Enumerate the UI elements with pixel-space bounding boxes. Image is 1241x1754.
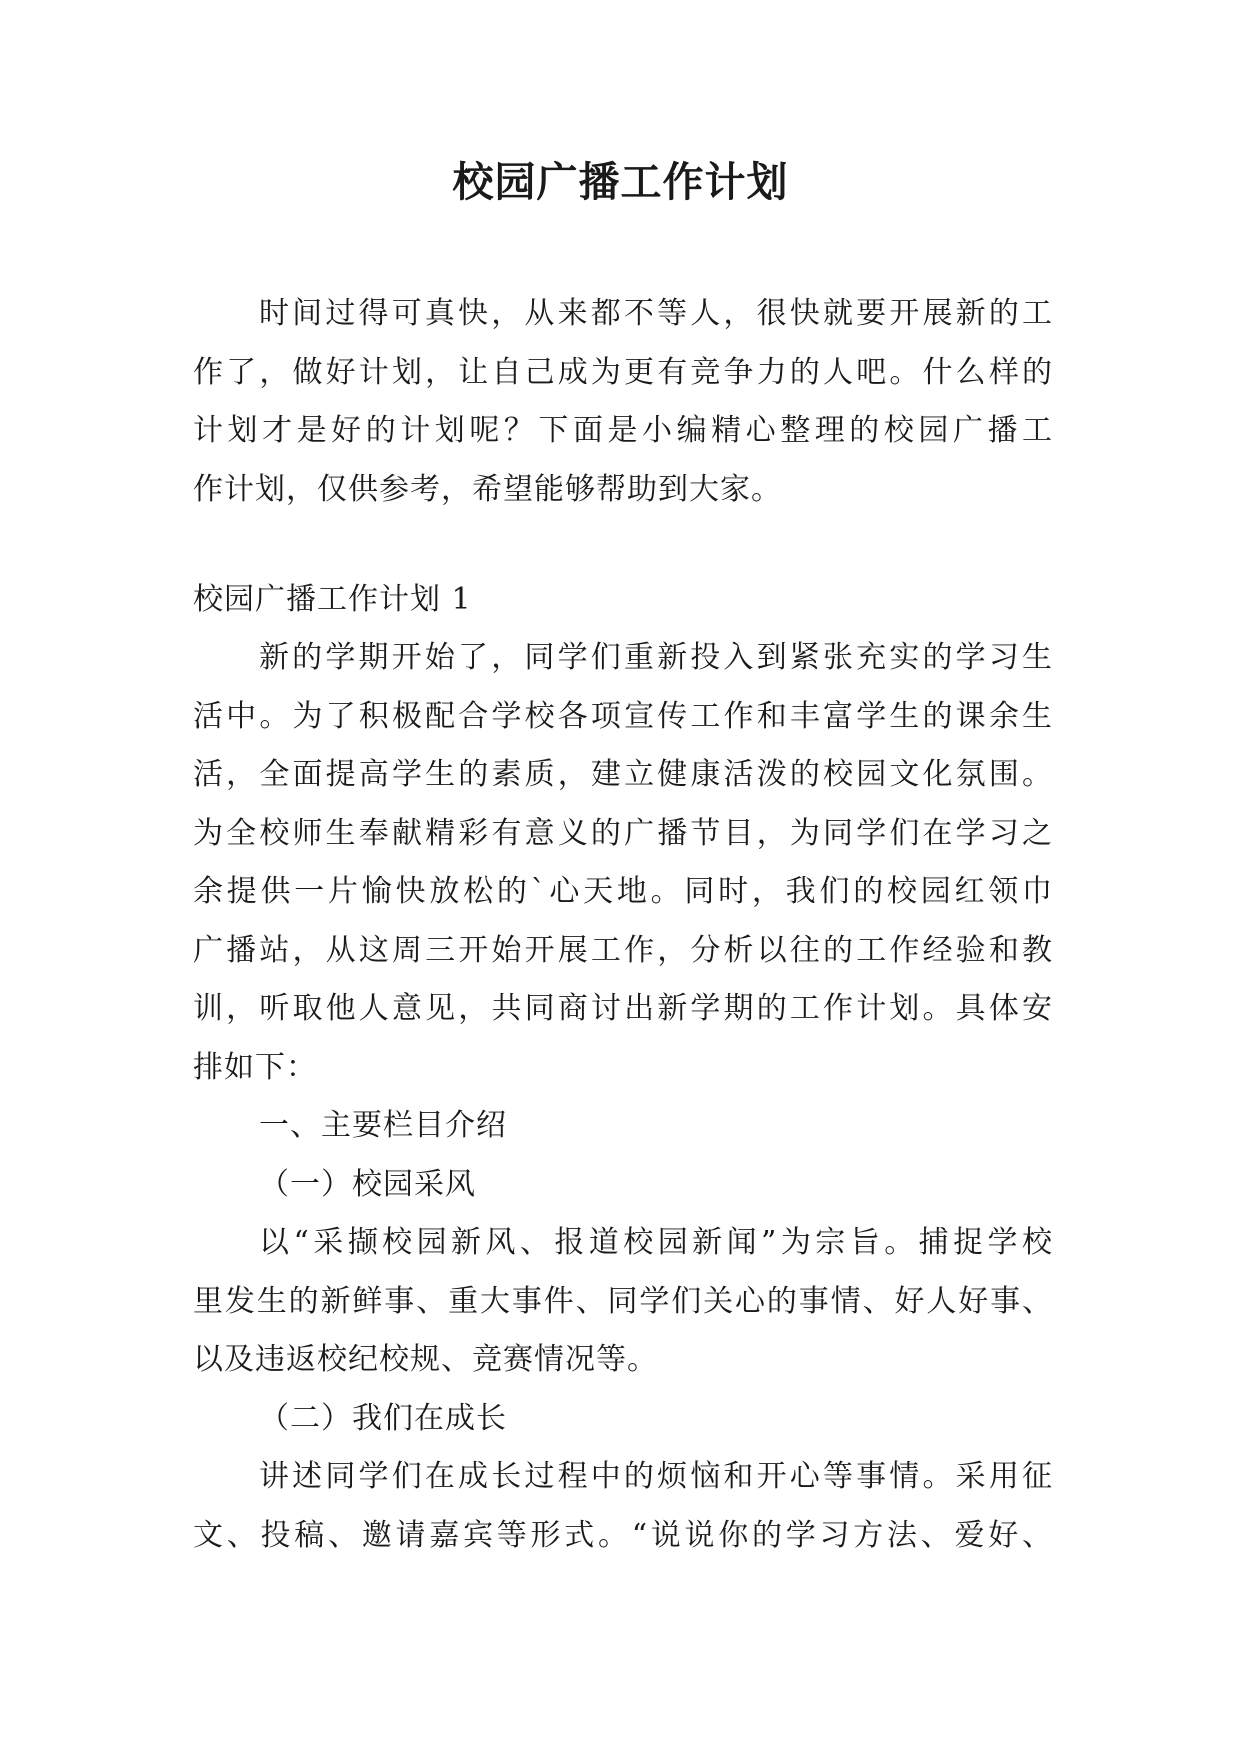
- text-line: 训，听取他人意见，共同商讨出新学期的工作计划。具体安: [193, 991, 1053, 1026]
- subsection-heading: （二）我们在成长: [259, 1400, 507, 1436]
- text-line: 活，全面提高学生的素质，建立健康活泼的校园文化氛围。: [193, 757, 1053, 792]
- spacer: [193, 519, 1053, 571]
- text-line: 为全校师生奉献精彩有意义的广播节目，为同学们在学习之: [193, 815, 1053, 851]
- text-line: 文、投稿、邀请嘉宾等形式。“说说你的学习方法、爱好、: [193, 1517, 1053, 1553]
- text-line: 讲述同学们在成长过程中的烦恼和开心等事情。采用征: [259, 1459, 1053, 1494]
- text-line: 时间过得可真快，从来都不等人，很快就要开展新的工: [259, 296, 1053, 331]
- body-paragraph: [193, 1214, 1053, 1390]
- text-line: 作计划，仅供参考，希望能够帮助到大家。: [193, 471, 782, 507]
- text-line: 广播站，从这周三开始开展工作，分析以往的工作经验和教: [193, 932, 1053, 968]
- text-line: 计划才是好的计划呢？下面是小编精心整理的校园广播工: [193, 413, 1053, 448]
- intro-paragraph: [193, 285, 1053, 519]
- text-line: 作了，做好计划，让自己成为更有竞争力的人吧。什么样的: [193, 354, 1053, 390]
- text-line: 余提供一片愉快放松的`心天地。同时，我们的校园红领巾: [193, 874, 1053, 909]
- body-paragraph: [193, 1448, 1053, 1565]
- document-title: 校园广播工作计划: [452, 158, 789, 206]
- document-body: [193, 285, 1053, 1565]
- text-line: 新的学期开始了，同学们重新投入到紧张充实的学习生: [259, 640, 1053, 675]
- body-paragraph: [193, 629, 1053, 1097]
- section-heading: 校园广播工作计划 1: [193, 582, 472, 617]
- text-line: 里发生的新鲜事、重大事件、同学们关心的事情、好人好事、: [193, 1283, 1053, 1319]
- text-line: 以及违返校纪校规、竞赛情况等。: [193, 1342, 658, 1377]
- text-line: 以“采撷校园新风、报道校园新闻”为宗旨。捕捉学校: [259, 1225, 1053, 1260]
- text-line: 排如下：: [193, 1049, 317, 1085]
- list-heading: 一、主要栏目介绍: [259, 1108, 507, 1143]
- text-line: 活中。为了积极配合学校各项宣传工作和丰富学生的课余生: [193, 698, 1053, 734]
- subsection-heading: （一）校园采风: [259, 1166, 476, 1202]
